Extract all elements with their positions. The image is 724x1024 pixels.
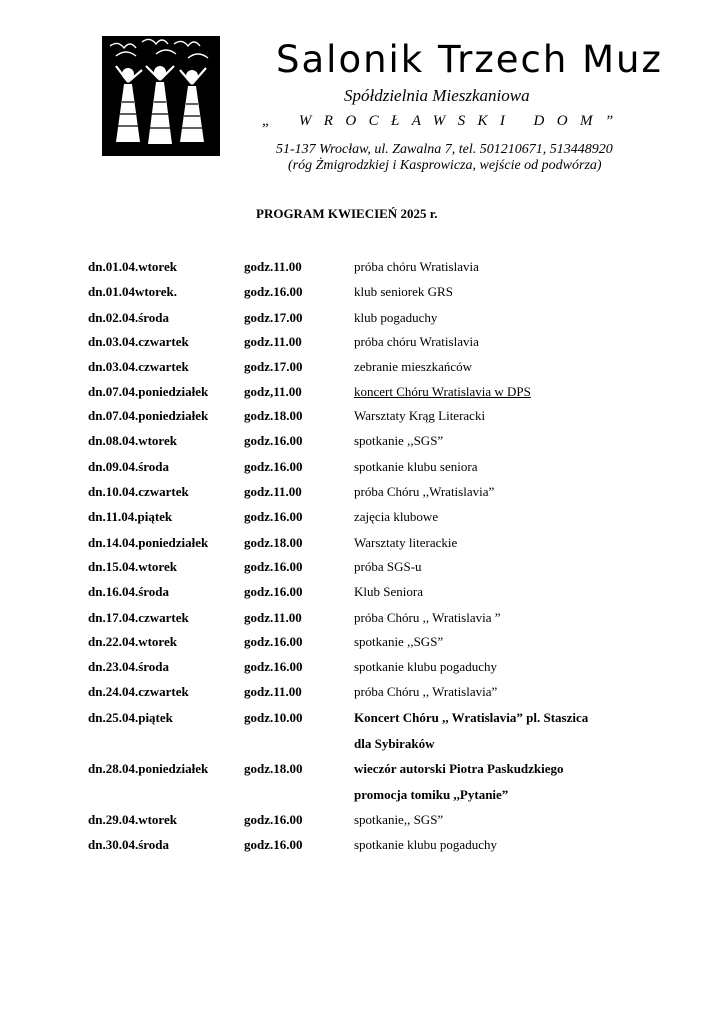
event-description: spotkanie klubu seniora <box>354 459 478 474</box>
event-date: dn.25.04.piątek <box>88 710 173 725</box>
event-description: spotkanie klubu pogaduchy <box>354 659 497 674</box>
event-time: godz.17.00 <box>244 359 303 374</box>
event-date: dn.01.04wtorek. <box>88 284 177 299</box>
event-description: spotkanie klubu pogaduchy <box>354 837 497 852</box>
event-time: godz.16.00 <box>244 812 303 827</box>
event-date: dn.11.04.piątek <box>88 509 173 524</box>
event-date: dn.29.04.wtorek <box>88 812 177 827</box>
event-date: dn.07.04.poniedziałek <box>88 408 209 423</box>
event-date: dn.16.04.środa <box>88 584 170 599</box>
event-date: dn.01.04.wtorek <box>88 259 177 274</box>
event-date: dn.03.04.czwartek <box>88 359 189 374</box>
event-description: spotkanie ,,SGS” <box>354 634 444 649</box>
event-date: dn.22.04.wtorek <box>88 634 177 649</box>
event-description: próba chóru Wratislavia <box>354 334 479 349</box>
event-description: Warsztaty literackie <box>354 535 458 550</box>
event-date: dn.14.04.poniedziałek <box>88 535 209 550</box>
event-description: Klub Seniora <box>354 584 423 599</box>
page-title: Salonik Trzech Muz <box>276 38 663 81</box>
event-time: godz.11.00 <box>244 484 302 499</box>
address-line-1: 51-137 Wrocław, ul. Zawalna 7, tel. 501210671, 513448920 <box>276 142 613 157</box>
event-description: Koncert Chóru ,, Wratislavia” pl. Staszica <box>354 710 589 725</box>
event-description: zebranie mieszkańców <box>354 359 473 374</box>
event-time: godz,11.00 <box>244 384 302 399</box>
event-time: godz.11.00 <box>244 259 302 274</box>
event-description: klub pogaduchy <box>354 310 438 325</box>
event-description: promocja tomiku ,,Pytanie” <box>354 787 509 802</box>
event-description: Warsztaty Krąg Literacki <box>354 408 486 423</box>
event-time: godz.16.00 <box>244 837 303 852</box>
event-date: dn.15.04.wtorek <box>88 559 177 574</box>
event-time: godz.18.00 <box>244 408 303 423</box>
event-date: dn.17.04.czwartek <box>88 610 189 625</box>
event-time: godz.11.00 <box>244 610 302 625</box>
event-date: dn.10.04.czwartek <box>88 484 189 499</box>
event-description: koncert Chóru Wratislavia w DPS <box>354 384 531 399</box>
event-date: dn.08.04.wtorek <box>88 433 177 448</box>
event-description: próba Chóru ,,Wratislavia” <box>354 484 495 499</box>
event-date: dn.02.04.środa <box>88 310 170 325</box>
event-time: godz.16.00 <box>244 509 303 524</box>
event-description: zajęcia klubowe <box>354 509 439 524</box>
event-time: godz.16.00 <box>244 659 303 674</box>
event-time: godz.16.00 <box>244 559 303 574</box>
event-date: dn.09.04.środa <box>88 459 170 474</box>
event-time: godz.11.00 <box>244 684 302 699</box>
event-date: dn.30.04.środa <box>88 837 170 852</box>
event-time: godz.17.00 <box>244 310 303 325</box>
event-description: spotkanie,, SGS” <box>354 812 444 827</box>
event-date: dn.03.04.czwartek <box>88 334 189 349</box>
event-time: godz.18.00 <box>244 535 303 550</box>
event-description: próba chóru Wratislavia <box>354 259 479 274</box>
event-time: godz.16.00 <box>244 433 303 448</box>
event-date: dn.07.04.poniedziałek <box>88 384 209 399</box>
event-time: godz.16.00 <box>244 459 303 474</box>
subtitle: Spółdzielnia Mieszkaniowa <box>344 86 530 105</box>
event-time: godz.10.00 <box>244 710 303 725</box>
event-time: godz.16.00 <box>244 284 303 299</box>
event-description: próba Chóru ,, Wratislavia” <box>354 684 498 699</box>
event-description: próba Chóru ,, Wratislavia ” <box>354 610 501 625</box>
event-date: dn.23.04.środa <box>88 659 170 674</box>
event-time: godz.11.00 <box>244 334 302 349</box>
event-description: dla Sybiraków <box>354 736 435 751</box>
event-description: spotkanie ,,SGS” <box>354 433 444 448</box>
event-date: dn.24.04.czwartek <box>88 684 189 699</box>
three-muses-logo-icon <box>96 32 226 160</box>
event-description: klub seniorek GRS <box>354 284 453 299</box>
event-description: próba SGS-u <box>354 559 422 574</box>
event-time: godz.16.00 <box>244 584 303 599</box>
event-description: wieczór autorski Piotra Paskudzkiego <box>354 761 564 776</box>
event-time: godz.16.00 <box>244 634 303 649</box>
cooperative-name: „ WROCŁAWSKI DOM” <box>262 113 626 129</box>
event-date: dn.28.04.poniedziałek <box>88 761 209 776</box>
event-time: godz.18.00 <box>244 761 303 776</box>
address-line-2: (róg Żmigrodzkiej i Kasprowicza, wejście od podwórza) <box>288 158 602 173</box>
program-title: PROGRAM KWIECIEŃ 2025 r. <box>256 206 438 221</box>
